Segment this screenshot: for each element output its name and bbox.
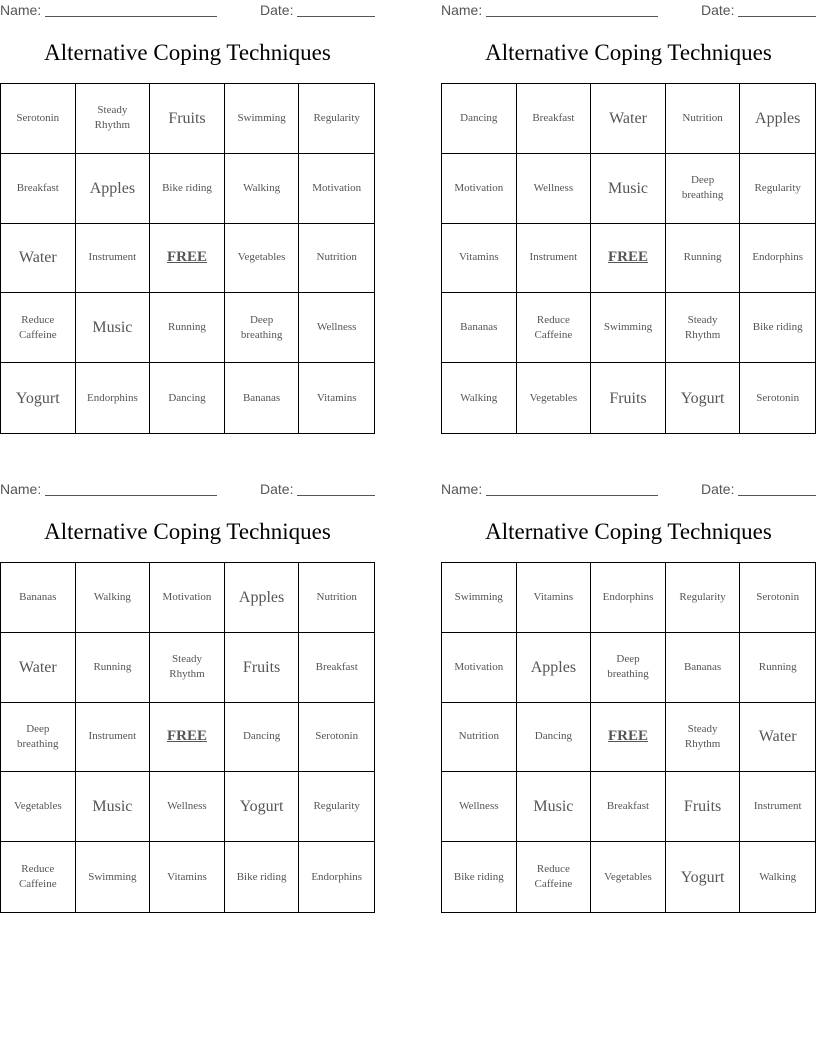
grid-cell: Breakfast [517,84,592,154]
grid-cell: Endorphins [740,224,815,294]
grid-cell: Vegetables [1,772,76,842]
grid-cell: Running [150,293,225,363]
grid-cell: Motivation [442,154,517,224]
grid-cell: Serotonin [299,703,374,773]
grid-cell: Steady Rhythm [666,703,741,773]
grid-cell: Regularity [299,772,374,842]
grid-cell: Serotonin [756,391,800,404]
grid-cell: Vegetables [517,363,592,433]
card-title: Alternative Coping Techniques [44,519,331,544]
name-blank [45,16,217,17]
grid-cell: Apples [740,84,815,154]
grid-cell: Vegetables [591,842,666,912]
grid-cell: Swimming [442,563,517,633]
date-blank [738,16,816,17]
grid-cell: Motivation [442,633,517,703]
grid-cell: Serotonin [1,84,76,154]
grid-cell: Yogurt [1,363,76,433]
grid-cell: Wellness [299,293,374,363]
grid-cell: Music [517,772,592,842]
grid-cell: Running [740,633,815,703]
grid-cell: Swimming [76,842,151,912]
date-blank [738,495,816,496]
grid-cell: Water [1,224,76,294]
name-blank [45,495,217,496]
name-date-line [0,0,375,20]
grid-cell: Motivation [299,154,374,224]
grid-cell: Endorphins [76,363,151,433]
grid-cell: Reduce Caffeine [517,842,592,912]
grid-cell: Running [666,224,741,294]
grid-cell: Breakfast [299,633,374,703]
name-label: Name: [441,481,483,497]
grid-cell: Bike riding [442,842,517,912]
date-blank [297,495,375,496]
grid-cell: Motivation [150,563,225,633]
grid-cell: Bike riding [225,842,300,912]
grid-cell: Water [591,84,666,154]
grid-cell: Bananas [225,363,300,433]
card-title: Alternative Coping Techniques [485,40,772,65]
grid-cell: Bike riding [740,293,815,363]
name-date-line [0,479,375,499]
grid-cell: Deep breathing [666,154,741,224]
name-label: Name: [441,2,483,18]
date-label: Date: [701,2,735,18]
grid-cell: Fruits [591,363,666,433]
grid-cell: Swimming [225,84,300,154]
date-label: Date: [260,481,294,497]
grid-cell: Apples [225,563,300,633]
grid-cell: Endorphins [591,563,666,633]
grid-cell: Reduce Caffeine [517,293,592,363]
grid-cell: Deep breathing [1,703,76,773]
bingo-grid [0,562,375,913]
grid-cell: Steady Rhythm [666,293,741,363]
bingo-grid [0,83,375,434]
grid-cell: Bananas [1,563,76,633]
grid-cell: Dancing [517,703,592,773]
grid-cell: Running [76,633,151,703]
grid-cell: Reduce Caffeine [1,293,76,363]
name-blank [486,495,658,496]
grid-cell: Instrument [740,772,815,842]
grid-cell: Fruits [666,772,741,842]
grid-cell: Vegetables [225,224,300,294]
grid-cell: Yogurt [666,842,741,912]
grid-cell: Deep breathing [591,633,666,703]
grid-cell: Wellness [442,772,517,842]
grid-cell: Instrument [76,703,151,773]
name-blank [486,16,658,17]
grid-cell: Endorphins [311,870,363,883]
name-date-line [441,0,816,20]
grid-cell: Nutrition [442,703,517,773]
grid-cell: Bananas [442,293,517,363]
grid-cell: Vitamins [517,563,592,633]
grid-cell: Wellness [517,154,592,224]
bingo-card-2 [441,0,816,436]
grid-cell: Dancing [225,703,300,773]
grid-cell: Instrument [517,224,592,294]
grid-cell: Water [740,703,815,773]
grid-cell: Vitamins [442,224,517,294]
grid-cell: Breakfast [1,154,76,224]
grid-cell: Yogurt [225,772,300,842]
grid-cell: Wellness [150,772,225,842]
grid-cell: Walking [442,363,517,433]
date-label: Date: [260,2,294,18]
grid-cell: Steady Rhythm [76,84,151,154]
grid-cell: Vitamins [316,391,357,404]
card-title: Alternative Coping Techniques [44,40,331,65]
grid-cell: Vitamins [150,842,225,912]
grid-cell: Breakfast [591,772,666,842]
grid-cell: Instrument [76,224,151,294]
grid-cell: Dancing [442,84,517,154]
bingo-card-3 [0,479,375,915]
bingo-grid [441,83,816,434]
grid-cell: Bike riding [150,154,225,224]
grid-cell: Dancing [150,363,225,433]
grid-cell: Walking [225,154,300,224]
grid-cell: Music [591,154,666,224]
free-space: FREE [150,703,225,773]
grid-cell: Music [76,772,151,842]
grid-cell: Regularity [299,84,374,154]
free-space: FREE [591,224,666,294]
grid-cell: Serotonin [740,563,815,633]
name-date-line [441,479,816,499]
grid-cell: Bananas [666,633,741,703]
card-title: Alternative Coping Techniques [485,519,772,544]
date-blank [297,16,375,17]
grid-cell: Steady Rhythm [150,633,225,703]
grid-cell: Water [1,633,76,703]
name-label: Name: [0,2,42,18]
grid-cell: Nutrition [299,563,374,633]
grid-cell: Reduce Caffeine [1,842,76,912]
free-space: FREE [150,224,225,294]
name-label: Name: [0,481,42,497]
bingo-card-1 [0,0,375,436]
free-space: FREE [591,703,666,773]
grid-cell: Regularity [666,563,741,633]
bingo-card-4 [441,479,816,915]
grid-cell: Apples [76,154,151,224]
grid-cell: Fruits [225,633,300,703]
grid-cell: Walking [759,870,797,883]
grid-cell: Music [76,293,151,363]
bingo-grid [441,562,816,913]
grid-cell: Regularity [740,154,815,224]
grid-cell: Fruits [150,84,225,154]
grid-cell: Walking [76,563,151,633]
grid-cell: Swimming [591,293,666,363]
grid-cell: Apples [517,633,592,703]
grid-cell: Nutrition [666,84,741,154]
grid-cell: Deep breathing [225,293,300,363]
grid-cell: Nutrition [299,224,374,294]
date-label: Date: [701,481,735,497]
grid-cell: Yogurt [666,363,741,433]
